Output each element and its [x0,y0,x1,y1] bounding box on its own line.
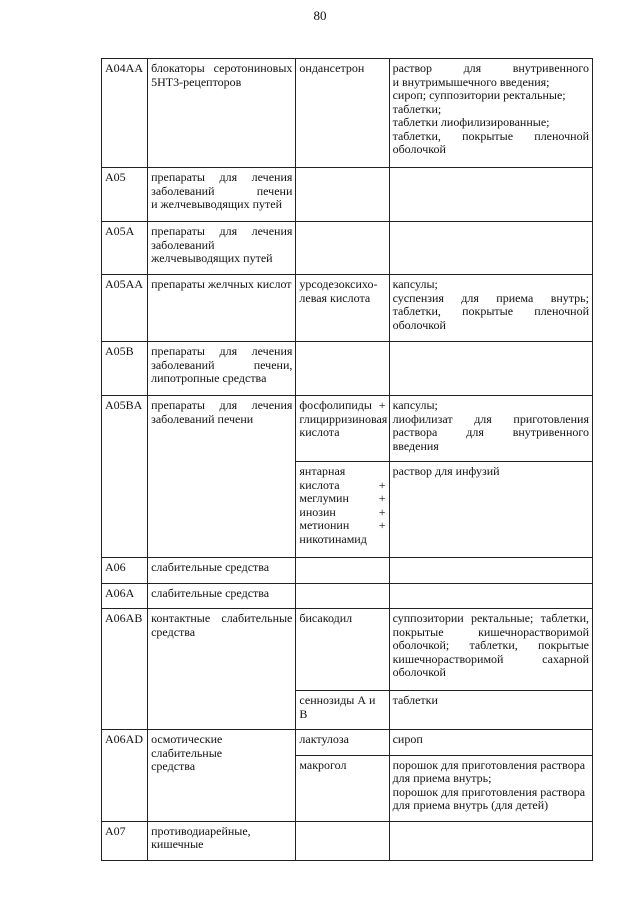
inn-cell [296,821,389,860]
group-name-cell: противодиарейные, кишечные [148,821,296,860]
table-row [102,222,593,275]
inn-cell: ондансетрон [296,59,389,168]
table-row [102,730,593,756]
inn-cell [296,342,389,396]
inn-cell: фосфолипиды + глицирризиновая кислота [296,396,389,462]
dosage-form-cell: капсулы; суспензия для приема внутрь; таблетки, покрытые пленочной оболочкой [389,275,592,342]
atc-code-cell: A06AD [102,730,148,822]
atc-code-cell: A06 [102,558,148,584]
table-row [102,396,593,462]
group-name-cell: слабительные средства [148,558,296,584]
atc-code-cell: A04AA [102,59,148,168]
atc-code-cell: A05 [102,168,148,222]
group-name-cell: препараты для лечения заболеваний печени [148,396,296,558]
table-row [102,583,593,609]
atc-code-cell: A07 [102,821,148,860]
group-name-cell: препараты для лечения заболеваний печени, липотропные средства [148,342,296,396]
inn-cell: макрогол [296,755,389,821]
atc-code-cell: A06A [102,583,148,609]
table-row [102,59,593,168]
dosage-form-cell: таблетки [389,691,592,730]
table-row [102,168,593,222]
dosage-form-cell: порошок для приготовления раствора для приема внутрь; порошок для приготовления раствора для приема внутрь (для детей) [389,755,592,821]
dosage-form-cell [389,222,592,275]
group-name-cell: препараты для лечения заболеваний печени и желчевыводящих путей [148,168,296,222]
dosage-form-cell: суппозитории ректальные; таблетки, покрытые кишечнорастворимой оболочкой; таблетки, покрытые кишечнорастворимой сахарной оболочкой [389,609,592,691]
group-name-cell: осмотические слабительные средства [148,730,296,822]
table-row [102,609,593,691]
atc-code-cell: A05A [102,222,148,275]
dosage-form-cell: сироп [389,730,592,756]
group-name-cell: блокаторы серотониновых 5НТ3-рецепторов [148,59,296,168]
group-name-cell: препараты для лечения заболеваний желчевыводящих путей [148,222,296,275]
inn-cell: бисакодил [296,609,389,691]
dosage-form-cell [389,342,592,396]
group-name-cell: препараты желчных кислот [148,275,296,342]
inn-cell [296,168,389,222]
table-row [102,275,593,342]
atc-code-cell: A05BA [102,396,148,558]
inn-cell [296,583,389,609]
page-number: 80 [313,8,327,23]
inn-cell: сеннозиды А и В [296,691,389,730]
dosage-form-cell: раствор для внутривенного и внутримышечного введения; сироп; суппозитории ректальные; таблетки; таблетки лиофилизированные; таблетки, покрытые пленочной оболочкой [389,59,592,168]
table-row [102,821,593,860]
inn-cell: лактулоза [296,730,389,756]
dosage-form-cell: раствор для инфузий [389,462,592,558]
atc-code-cell: A05AA [102,275,148,342]
drug-classification-table [101,58,593,861]
dosage-form-cell: капсулы; лиофилизат для приготовления раствора для внутривенного введения [389,396,592,462]
dosage-form-cell [389,821,592,860]
group-name-cell: контактные слабительные средства [148,609,296,730]
atc-code-cell: A06AB [102,609,148,730]
group-name-cell: слабительные средства [148,583,296,609]
dosage-form-cell [389,583,592,609]
inn-cell [296,558,389,584]
dosage-form-cell [389,558,592,584]
dosage-form-cell [389,168,592,222]
table-row [102,558,593,584]
inn-cell: янтарная кислота + меглумин + инозин + метионин + никотинамид [296,462,389,558]
atc-code-cell: A05B [102,342,148,396]
table-row [102,342,593,396]
inn-cell: урсодезоксихо- левая кислота [296,275,389,342]
inn-cell [296,222,389,275]
